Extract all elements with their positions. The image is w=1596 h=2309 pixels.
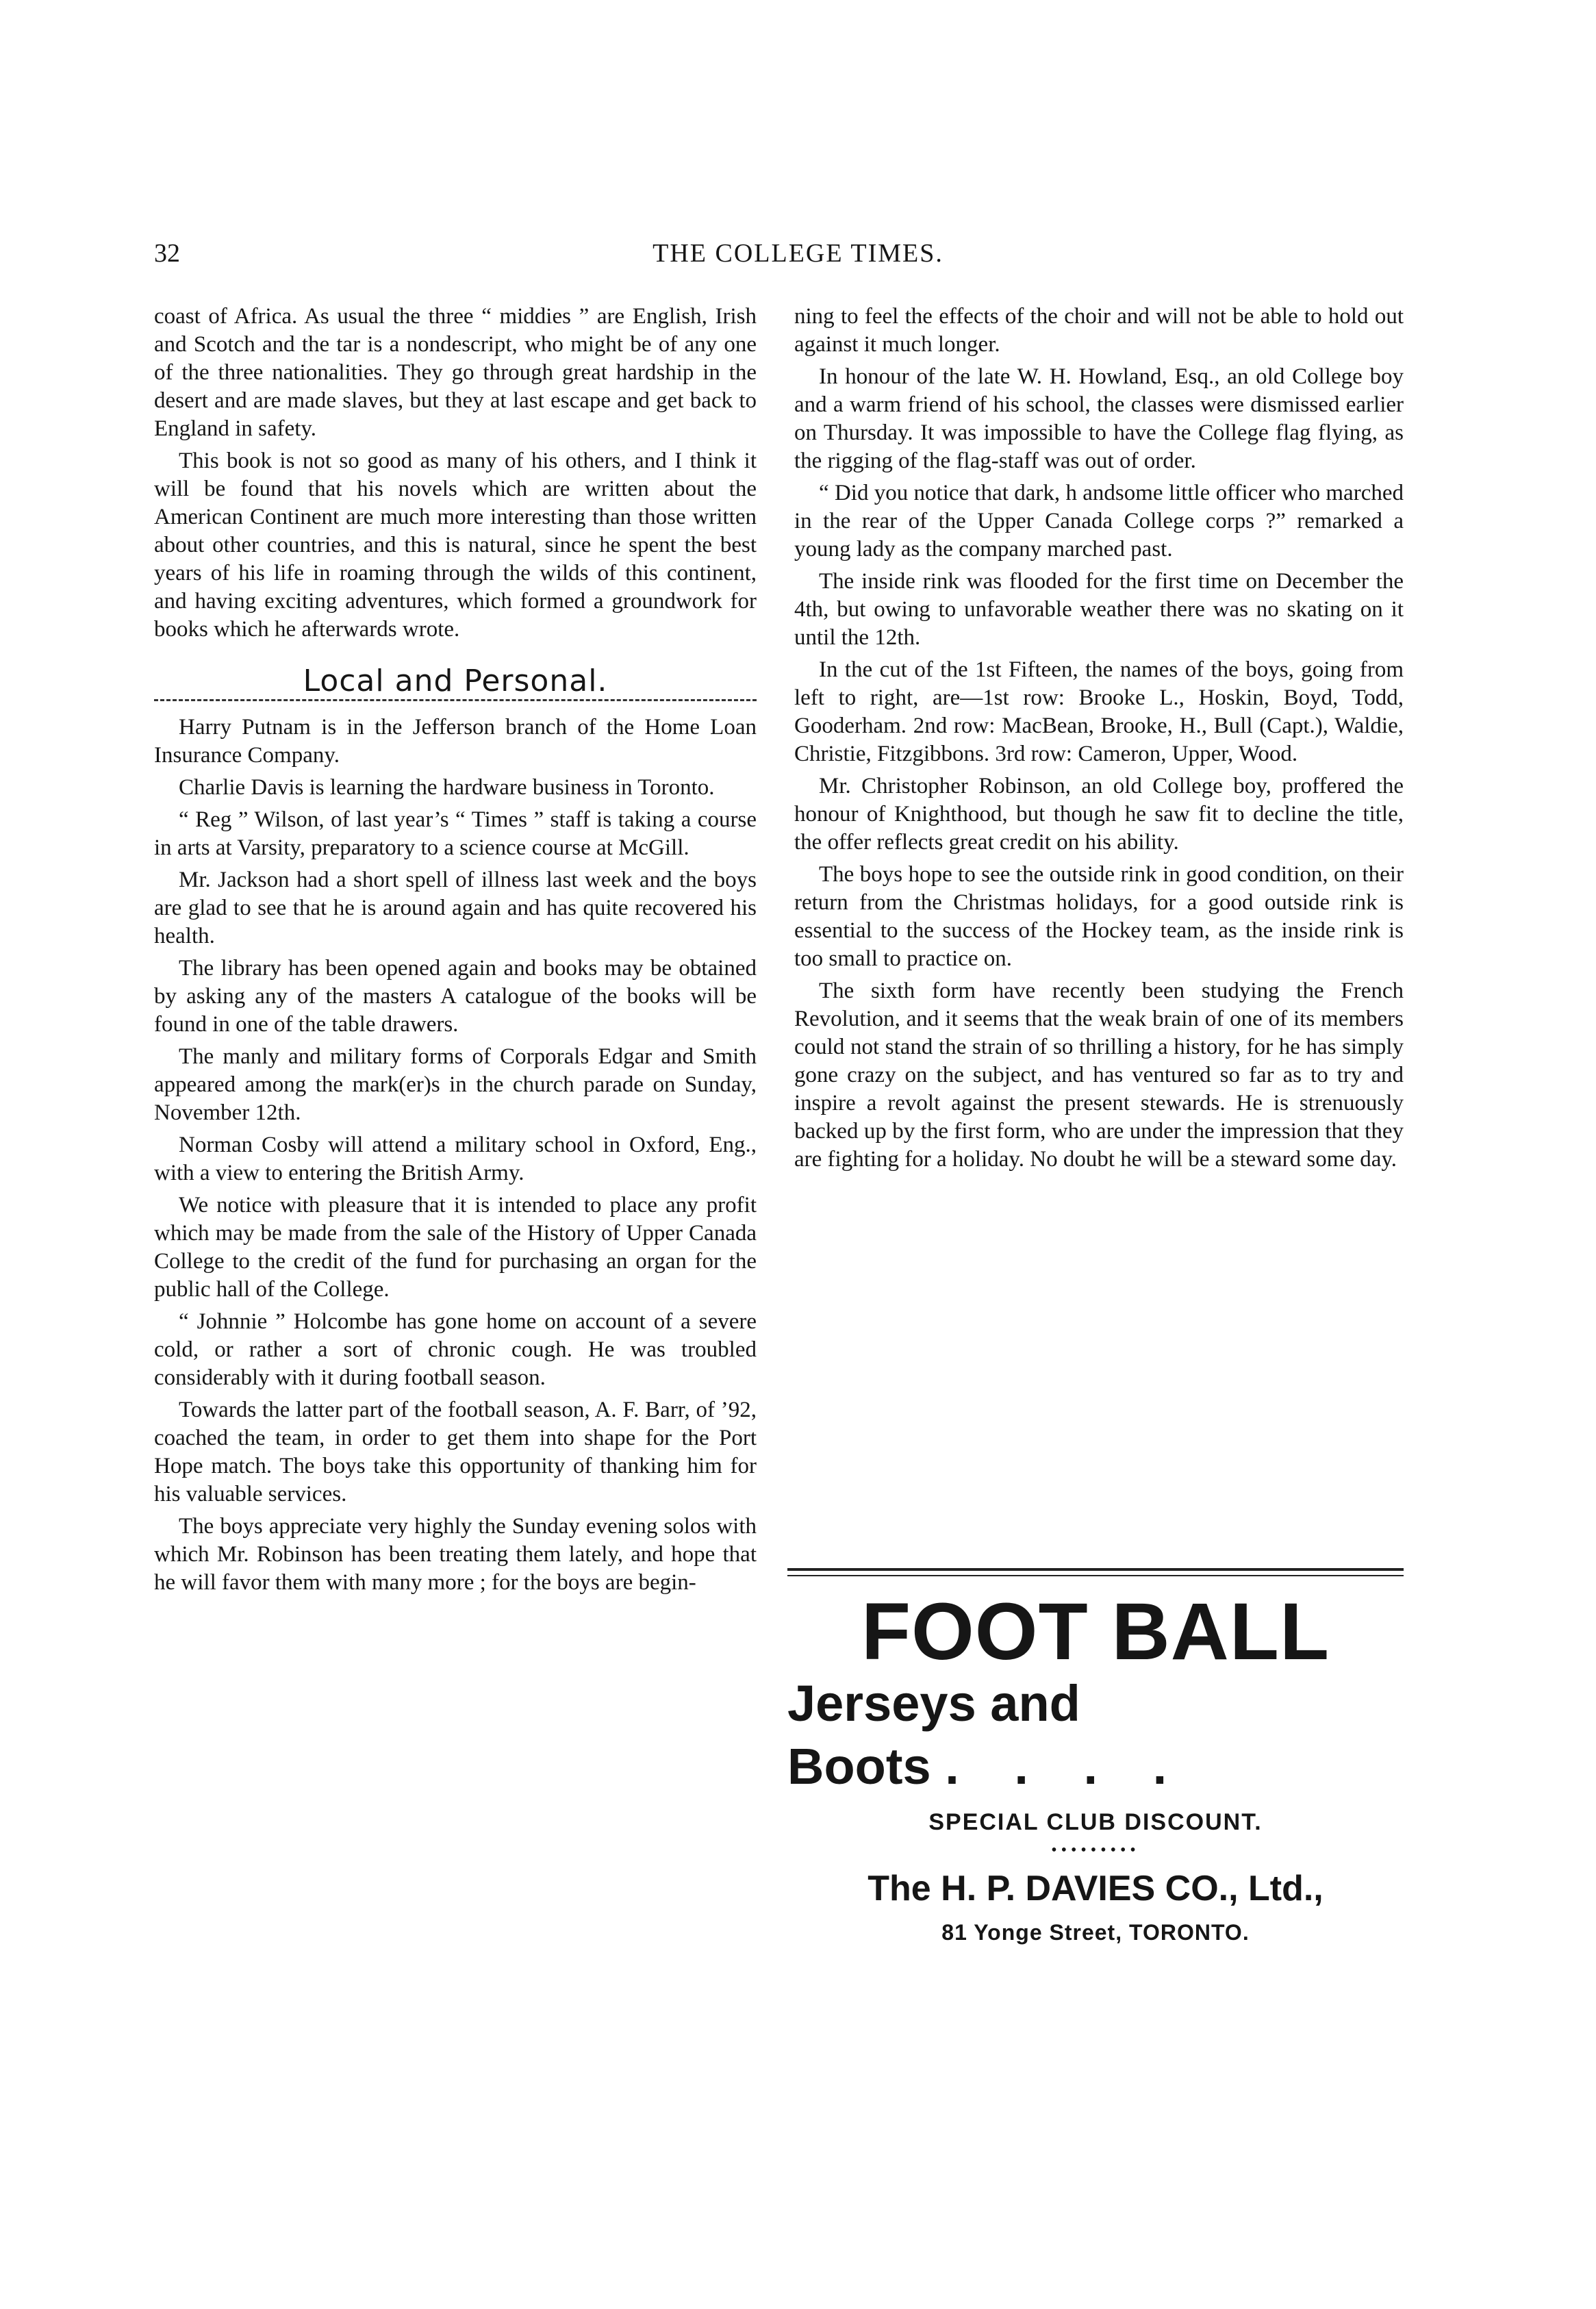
- article-paragraph: coast of Africa. As usual the three “ middies ” are English, Irish and Scotch and the tar is a nondescript, who might be of any one of the three nationalities. They go through great hardship in the desert and are made slaves, but they at last escape and get back to England in safety.: [154, 304, 757, 441]
- ad-boots-dots: . . . .: [945, 1738, 1188, 1795]
- news-item: The boys hope to see the outside rink in good condition, on their return from the Christmas holidays, for a good outside rink is essential to the success of the Hockey team, as the inside rink is too small to practice on.: [794, 862, 1404, 971]
- page-number: 32: [154, 239, 180, 268]
- news-item: Towards the latter part of the football season, A. F. Barr, of ’92, coached the team, in order to get them into shape for the Port Hope match. The boys take this opportunity of thanking him for his valuable services.: [154, 1398, 757, 1506]
- news-item: In honour of the late W. H. Howland, Esq., an old College boy and a warm friend of his school, the classes were dismissed earlier on Thursday. It was impossible to have the College flag flying, as the rigging of the flag-staff was out of order.: [794, 364, 1404, 473]
- news-item: “ Reg ” Wilson, of last year’s “ Times ” staff is taking a course in arts at Varsity, preparatory to a science course at McGill.: [154, 807, 757, 860]
- news-item: The library has been opened again and books may be obtained by asking any of the masters A catalogue of the books will be found in one of the table drawers.: [154, 956, 757, 1037]
- left-column: [154, 303, 757, 1601]
- ad-company-address: 81 Yonge Street, TORONTO.: [941, 1920, 1250, 1945]
- news-item: Charlie Davis is learning the hardware business in Toronto.: [179, 775, 715, 800]
- ad-top-rule: [787, 1568, 1404, 1571]
- ad-boots-text: Boots: [787, 1738, 931, 1795]
- news-item: In the cut of the 1st Fifteen, the names of the boys, going from left to right, are—1st row: Brooke L., Hoskin, Boyd, Todd, Gooderham. 2nd row: MacBean, Brooke, H., Bull (Capt.), Waldie, Christie, Fitzgibbons. 3rd row: Cameron, Upper, Wood.: [794, 657, 1404, 766]
- news-item: We notice with pleasure that it is intended to place any profit which may be made from the sale of the History of Upper Canada College to the credit of the fund for purchasing an organ for the public hall of the College.: [154, 1193, 757, 1302]
- news-item: The boys appreciate very highly the Sunday evening solos with which Mr. Robinson has been treating them lately, and hope that he will favor them with many more ; for the boys are begin-: [154, 1514, 757, 1595]
- ad-top-rule-thin: [787, 1575, 1404, 1576]
- article-paragraph: This book is not so good as many of his others, and I think it will be found that his novels which are written about the American Continent are much more interesting than those written about other countries, and this is natural, since he spent the best years of his life in roaming through the wilds of this continent, and having exciting adventures, which formed a groundwork for books which he afterwards wrote.: [154, 449, 757, 642]
- ad-discount: SPECIAL CLUB DISCOUNT.: [928, 1809, 1263, 1835]
- news-item: Harry Putnam is in the Jefferson branch of the Home Loan Insurance Company.: [154, 715, 757, 768]
- running-head-title: THE COLLEGE TIMES.: [653, 239, 943, 268]
- news-item: The manly and military forms of Corporals Edgar and Smith appeared among the mark(er)s in the church parade on Sunday, November 12th.: [154, 1044, 757, 1125]
- ad-line-boots: [787, 1735, 1404, 1798]
- ad-line-jerseys: Jerseys and: [787, 1675, 1080, 1732]
- ad-company-name: The H. P. DAVIES CO., Ltd.,: [867, 1869, 1323, 1908]
- news-item: ning to feel the effects of the choir and will not be able to hold out against it much longer.: [794, 304, 1404, 357]
- news-item: The sixth form have recently been studying the French Revolution, and it seems that the weak brain of one of its members could not stand the strain of so thrilling a history, for he has simply gone crazy on the subject, and has ventured so far as to try and inspire a revolt against the present stewards. He is strenuously backed up by the first form, who are under the impression that they are fighting for a holiday. No doubt he will be a steward some day.: [794, 979, 1404, 1172]
- section-divider: [154, 699, 757, 701]
- section-heading: Local and Personal.: [303, 664, 608, 698]
- ad-dotted-divider: •••••••••: [1051, 1841, 1140, 1859]
- right-column: [794, 303, 1404, 1178]
- ad-title: FOOT BALL: [861, 1587, 1330, 1677]
- news-item: Mr. Christopher Robinson, an old College boy, proffered the honour of Knighthood, but though he saw fit to decline the title, the offer reflects great credit on his ability.: [794, 774, 1404, 855]
- football-advertisement: [787, 1568, 1404, 1945]
- news-item: “ Did you notice that dark, h andsome little officer who marched in the rear of the Upper Canada College corps ?” remarked a young lady as the company marched past.: [794, 481, 1404, 562]
- news-item: Norman Cosby will attend a military school in Oxford, Eng., with a view to entering the British Army.: [154, 1133, 757, 1185]
- news-item: “ Johnnie ” Holcombe has gone home on account of a severe cold, or rather a sort of chronic cough. He was troubled considerably with it during football season.: [154, 1309, 757, 1390]
- news-item: Mr. Jackson had a short spell of illness last week and the boys are glad to see that he is around again and has quite recovered his health.: [154, 868, 757, 948]
- news-item: The inside rink was flooded for the first time on December the 4th, but owing to unfavorable weather there was no skating on it until the 12th.: [794, 569, 1404, 650]
